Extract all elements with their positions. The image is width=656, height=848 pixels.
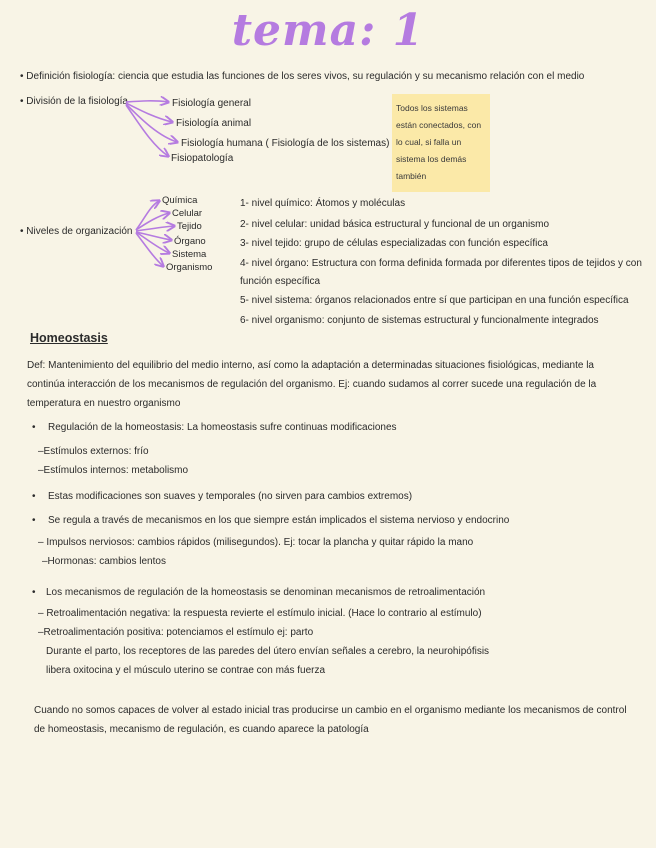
sticky-note: Todos los sistemas están conectados, con lo cual, si falla un sistema los demás también	[392, 94, 490, 192]
arrow-division-humana	[126, 104, 177, 142]
impulso-line: –Hormonas: cambios lentos	[42, 556, 166, 567]
nivel-desc: 6- nivel organismo: conjunto de sistemas estructural y funcionalmente integrados	[240, 315, 599, 326]
estimulo-line: –Estímulos externos: frío	[38, 446, 149, 457]
nivel-desc: 5- nivel sistema: órganos relacionados entre sí que participan en una función específica	[240, 295, 629, 306]
niveles-label: • Niveles de organización	[20, 226, 133, 237]
division-item: Fisiología animal	[176, 118, 252, 129]
retro-item: Durante el parto, los receptores de las paredes del útero envían señales a cerebro, la neurohipófisis	[46, 646, 490, 657]
division-label: • División de la fisiología	[20, 96, 128, 107]
nivel-item: Química	[162, 195, 198, 206]
nivel-item: Órgano	[174, 236, 206, 247]
division-item: Fisiología general	[172, 98, 251, 109]
nivel-desc: 2- nivel celular: unidad básica estructural y funcional de un organismo	[240, 219, 550, 230]
impulso-line: – Impulsos nerviosos: cambios rápidos (milisegundos). Ej: tocar la plancha y quitar rápido la mano	[38, 537, 474, 548]
bullet: •	[32, 491, 36, 502]
regula-line: Se regula a través de mecanismos en los que siempre están implicados el sistema nervioso y endocrino	[48, 515, 510, 526]
division-item: Fisiopatología	[171, 153, 234, 164]
arrow-nivel-quimica	[136, 201, 159, 230]
retro-item: –Retroalimentación positiva: potenciamos el estímulo ej: parto	[38, 627, 314, 638]
bullet: •	[32, 422, 36, 433]
nivel-item: Sistema	[172, 249, 207, 260]
bullet: •	[32, 515, 36, 526]
nivel-desc: 1- nivel químico: Átomos y moléculas	[240, 198, 406, 209]
modificaciones-line: Estas modificaciones son suaves y temporales (no sirven para cambios extremos)	[48, 491, 413, 502]
estimulo-line: –Estímulos internos: metabolismo	[38, 465, 189, 476]
nivel-desc: 4- nivel órgano: Estructura con forma definida formada por diferentes tipos de tejidos y con función específica	[240, 258, 642, 287]
patologia-paragraph: Cuando no somos capaces de volver al estado inicial tras producirse un cambio en el organismo mediante los mecanismos de control de homeostasis, mecanismo de regulación, es cuando aparece la patología	[34, 705, 627, 735]
arrow-division-general	[126, 101, 168, 102]
definicion-line: • Definición fisiología: ciencia que estudia las funciones de los seres vivos, su regulación y su mecanismo relación con el medio	[20, 71, 585, 82]
nivel-desc: 3- nivel tejido: grupo de células especializadas con función específica	[240, 238, 548, 249]
homeostasis-heading: Homeostasis	[30, 331, 108, 345]
division-item: Fisiología humana ( Fisiología de los sistemas)	[181, 138, 390, 149]
page-title: tema: 1	[231, 5, 425, 56]
arrow-division-animal	[126, 103, 172, 122]
retro-item: libera oxitocina y el músculo uterino se contrae con más fuerza	[46, 665, 326, 676]
nivel-item: Tejido	[177, 221, 202, 232]
nivel-item: Celular	[172, 208, 203, 219]
bullet: •	[32, 587, 36, 598]
regulacion-line: Regulación de la homeostasis: La homeostasis sufre continuas modificaciones	[48, 422, 397, 433]
homeostasis-def: Def: Mantenimiento del equilibrio del medio interno, así como la adaptación a determinadas situaciones fisiológicas, mediante la continúa interacción de los mecanismos de regulación del organismo. Ej: cuando sudamos al correr sucede una regulación de la temperatura en nuestro organismo	[27, 360, 597, 409]
retro-line: Los mecanismos de regulación de la homeostasis se denominan mecanismos de retroalimentación	[46, 587, 486, 598]
retro-item: – Retroalimentación negativa: la respuesta revierte el estímulo inicial. (Hace lo contrario al estímulo)	[38, 608, 482, 619]
nivel-item: Organismo	[166, 262, 213, 273]
